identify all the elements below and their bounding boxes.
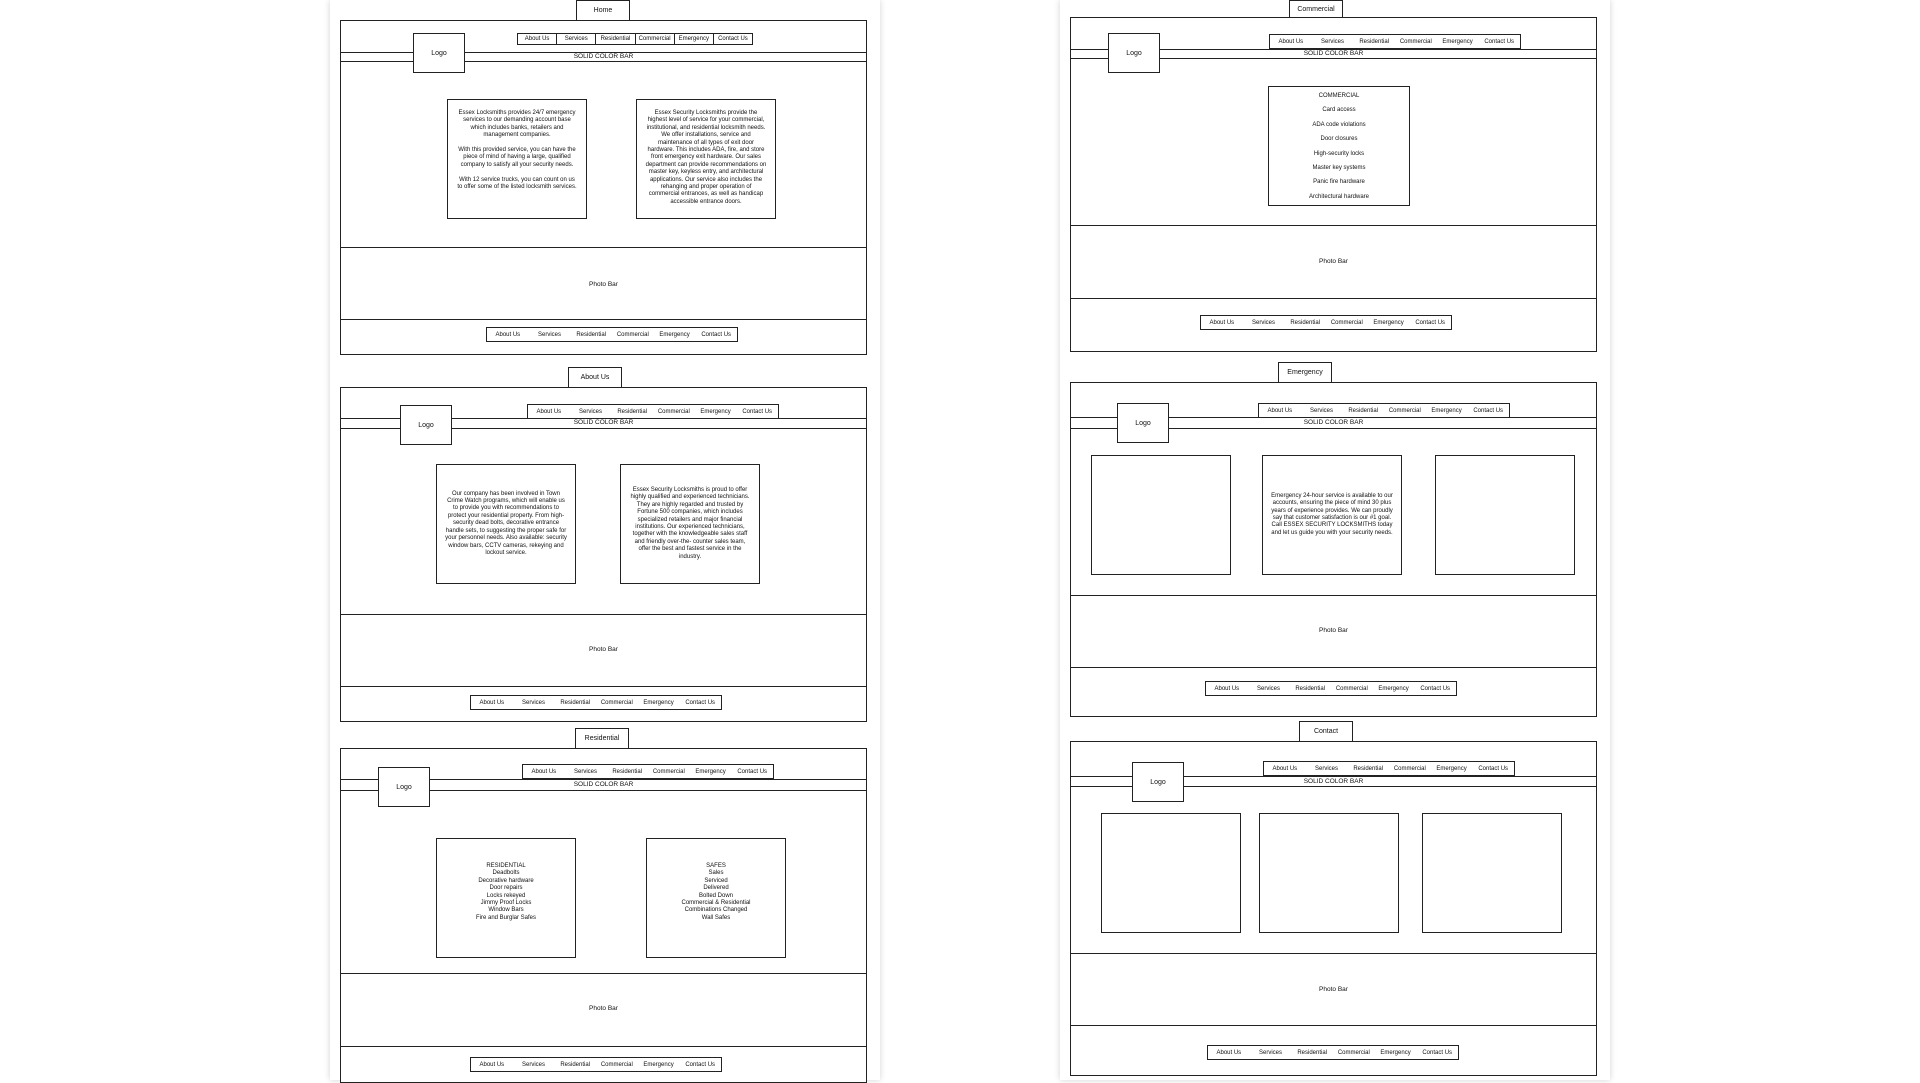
emergency-content-box: Emergency 24-hour service is available to our accounts, ensuring the piece of mind 30 plus years of experience provides. We can proudly say that customer satisfaction is our #1 goal. Call ESSEX SECURITY LOCKSMITHS today and let us guide you with your security needs.: [1262, 455, 1402, 575]
commercial-list-item: Door closures: [1320, 136, 1358, 143]
nav-about-us[interactable]: About Us: [1267, 407, 1293, 414]
section-divider: [1071, 667, 1596, 668]
nav-commercial[interactable]: Commercial: [636, 34, 675, 44]
page-tab-commercial[interactable]: Commercial: [1289, 0, 1343, 17]
footer-nav-residential[interactable]: Residential: [1295, 685, 1326, 692]
commercial-services-list: [1268, 86, 1410, 206]
nav-commercial[interactable]: Commercial: [1399, 38, 1432, 45]
commercial-list-heading: COMMERCIAL: [1318, 93, 1360, 99]
home-page-frame: [340, 20, 867, 355]
logo-placeholder[interactable]: Logo: [1108, 33, 1160, 73]
nav-commercial[interactable]: Commercial: [657, 408, 690, 415]
commercial-list-item: Architectural hardware: [1308, 193, 1370, 200]
footer-nav-commercial[interactable]: Commercial: [600, 1061, 633, 1068]
nav-residential[interactable]: Residential: [596, 34, 635, 44]
section-divider: [341, 319, 866, 320]
footer-nav-commercial[interactable]: Commercial: [1330, 319, 1363, 326]
logo-placeholder[interactable]: Logo: [378, 767, 430, 807]
about-content-box-2: Essex Security Locksmiths is proud to offer highly qualified and experienced technicians. They are highly regarded and trusted by Fortune 500 companies, which includes specialized retailers and major financial institutions. Our experienced technicians, together with the knowledgeable sales staff and friendly over-the- counter sales team, offer the best and fastest service in the industry.: [620, 464, 760, 584]
photo-bar: Photo Bar: [1319, 258, 1348, 265]
nav-contact-us[interactable]: Contact Us: [1484, 38, 1515, 45]
footer-nav-commercial[interactable]: Commercial: [1337, 1049, 1370, 1056]
contact-footer-nav: [1207, 1045, 1459, 1060]
nav-services[interactable]: Services: [1321, 38, 1345, 45]
photo-bar: Photo Bar: [589, 281, 618, 288]
footer-nav-services[interactable]: Services: [522, 1061, 546, 1068]
section-divider: [1071, 298, 1596, 299]
nav-about-us[interactable]: About Us: [536, 408, 562, 415]
logo-placeholder[interactable]: Logo: [1117, 403, 1169, 443]
nav-services[interactable]: Services: [574, 768, 598, 775]
nav-residential[interactable]: Residential: [612, 768, 643, 775]
footer-nav-emergency[interactable]: Emergency: [1380, 1049, 1411, 1056]
nav-emergency[interactable]: Emergency: [695, 768, 726, 775]
section-divider: [341, 973, 866, 974]
home-top-nav: [517, 33, 753, 45]
nav-residential[interactable]: Residential: [617, 408, 648, 415]
footer-nav-contact-us[interactable]: Contact Us: [685, 699, 716, 706]
footer-nav-emergency[interactable]: Emergency: [643, 699, 674, 706]
nav-services[interactable]: Services: [557, 34, 596, 44]
section-divider: [1071, 953, 1596, 954]
nav-commercial[interactable]: Commercial: [652, 768, 685, 775]
nav-emergency[interactable]: Emergency: [700, 408, 731, 415]
photo-bar: Photo Bar: [589, 1005, 618, 1012]
nav-emergency[interactable]: Emergency: [1431, 407, 1462, 414]
residential-services-box: RESIDENTIAL Deadbolts Decorative hardware Door repairs Locks rekeyed Jimmy Proof Locks Window Bars Fire and Burglar Safes: [436, 838, 576, 958]
footer-nav-about-us[interactable]: About Us: [1216, 1049, 1242, 1056]
nav-contact-us[interactable]: Contact Us: [718, 36, 748, 42]
safes-services-box: SAFES Sales Serviced Delivered Bolted Down Commercial & Residential Combinations Changed Wall Safes: [646, 838, 786, 958]
section-divider: [1071, 1025, 1596, 1026]
nav-emergency[interactable]: Emergency: [1436, 765, 1467, 772]
footer-nav-about-us[interactable]: About Us: [1214, 685, 1240, 692]
nav-contact-us[interactable]: Contact Us: [1473, 407, 1504, 414]
about-page-frame: [340, 387, 867, 722]
commercial-list-item: High-security locks: [1313, 150, 1365, 157]
section-divider: [341, 614, 866, 615]
emergency-footer-nav: [1205, 681, 1457, 696]
nav-contact-us[interactable]: Contact Us: [737, 768, 768, 775]
nav-emergency[interactable]: Emergency: [1442, 38, 1473, 45]
footer-nav-residential[interactable]: Residential: [1297, 1049, 1328, 1056]
footer-nav-residential[interactable]: Residential: [560, 1061, 591, 1068]
footer-nav-services[interactable]: Services: [1252, 319, 1276, 326]
solid-color-bar: SOLID COLOR BAR: [573, 781, 634, 788]
logo-placeholder[interactable]: Logo: [400, 405, 452, 445]
solid-color-bar: SOLID COLOR BAR: [1303, 50, 1364, 57]
footer-nav-commercial[interactable]: Commercial: [600, 699, 633, 706]
commercial-list-item: Master key systems: [1312, 165, 1366, 172]
nav-commercial[interactable]: Commercial: [1393, 765, 1426, 772]
commercial-page-frame: [1070, 17, 1597, 352]
footer-nav-residential[interactable]: Residential: [560, 699, 591, 706]
photo-bar: Photo Bar: [1319, 986, 1348, 993]
commercial-list-item: Card access: [1322, 107, 1356, 114]
footer-nav-commercial[interactable]: Commercial: [1335, 685, 1368, 692]
footer-nav-about-us[interactable]: About Us: [1209, 319, 1235, 326]
page-tab-emergency[interactable]: Emergency: [1278, 362, 1332, 382]
nav-about-us[interactable]: About Us: [1278, 38, 1304, 45]
about-content-box-1: Our company has been involved in Town Crime Watch programs, which will enable us to provide you with recommendations to protect your residential property. From high-security dead bolts, decorative entrance handle sets, to suggesting the proper safe for your personnel needs. Also available: security window bars, CCTV cameras, rekeying and lockout service.: [436, 464, 576, 584]
photo-bar: Photo Bar: [589, 646, 618, 653]
footer-nav-contact-us[interactable]: Contact Us: [701, 331, 732, 338]
logo-placeholder[interactable]: Logo: [1132, 762, 1184, 802]
footer-nav-residential[interactable]: Residential: [576, 331, 607, 338]
footer-nav-contact-us[interactable]: Contact Us: [1415, 319, 1446, 326]
about-footer-nav: [470, 695, 722, 710]
footer-nav-contact-us[interactable]: Contact Us: [1420, 685, 1451, 692]
home-content-box-2: Essex Security Locksmiths provide the highest level of service for your commercial, institutional, and residential locksmith needs. We offer installations, service and maintenance of all types of exit door hardware. This includes ADA, fire, and store front emergency exit hardware. Our sales department can provide recommendations on master key, keyless entry, and architectural applications. Our service also includes the rehanging and proper operation of commercial entrances, as well as handicap accessible entrance doors.: [636, 99, 776, 219]
nav-about-us[interactable]: About Us: [518, 34, 557, 44]
page-tab-about-us[interactable]: About Us: [568, 367, 622, 387]
footer-nav-commercial[interactable]: Commercial: [616, 331, 649, 338]
nav-about-us[interactable]: About Us: [531, 768, 557, 775]
footer-nav-emergency[interactable]: Emergency: [1373, 319, 1404, 326]
emergency-image-placeholder-2: [1435, 455, 1575, 575]
footer-nav-services[interactable]: Services: [1259, 1049, 1283, 1056]
page-tab-contact[interactable]: Contact: [1299, 721, 1353, 741]
nav-residential[interactable]: Residential: [1348, 407, 1379, 414]
nav-residential[interactable]: Residential: [1359, 38, 1390, 45]
home-footer-nav: [486, 327, 738, 342]
solid-color-bar: SOLID COLOR BAR: [1303, 419, 1364, 426]
solid-color-bar: SOLID COLOR BAR: [573, 419, 634, 426]
footer-nav-about-us[interactable]: About Us: [495, 331, 521, 338]
nav-contact-us[interactable]: Contact Us: [1478, 765, 1509, 772]
footer-nav-about-us[interactable]: About Us: [479, 1061, 505, 1068]
section-divider: [341, 1046, 866, 1047]
solid-color-bar: SOLID COLOR BAR: [1303, 778, 1364, 785]
home-content-box-1: Essex Locksmiths provides 24/7 emergency services to our demanding account base which includes banks, retailers and management companies. With this provided service, you can have the piece of mind of having a large, qualified company to satisfy all your security needs. With 12 service trucks, you can count on us to offer some of the listed locksmith services.: [447, 99, 587, 219]
footer-nav-residential[interactable]: Residential: [1290, 319, 1321, 326]
footer-nav-contact-us[interactable]: Contact Us: [685, 1061, 716, 1068]
footer-nav-services[interactable]: Services: [1257, 685, 1281, 692]
contact-top-nav: [1263, 761, 1515, 776]
nav-contact-us[interactable]: Contact Us: [742, 408, 773, 415]
footer-nav-contact-us[interactable]: Contact Us: [1422, 1049, 1453, 1056]
section-divider: [1071, 225, 1596, 226]
nav-about-us[interactable]: About Us: [1272, 765, 1298, 772]
commercial-top-nav: [1269, 34, 1521, 49]
footer-nav-emergency[interactable]: Emergency: [1378, 685, 1409, 692]
contact-image-placeholder-3: [1422, 813, 1562, 933]
nav-emergency[interactable]: Emergency: [675, 34, 714, 44]
footer-nav-about-us[interactable]: About Us: [479, 699, 505, 706]
nav-services[interactable]: Services: [579, 408, 603, 415]
page-tab-home[interactable]: Home: [576, 0, 630, 20]
about-top-nav: [527, 404, 779, 419]
logo-placeholder[interactable]: Logo: [413, 33, 465, 73]
nav-commercial[interactable]: Commercial: [1388, 407, 1421, 414]
emergency-page-frame: [1070, 382, 1597, 717]
footer-nav-emergency[interactable]: Emergency: [659, 331, 690, 338]
contact-image-placeholder-2: [1259, 813, 1399, 933]
section-divider: [1071, 595, 1596, 596]
nav-services[interactable]: Services: [1315, 765, 1339, 772]
section-divider: [341, 247, 866, 248]
page-tab-residential[interactable]: Residential: [575, 728, 629, 748]
commercial-footer-nav: [1200, 315, 1452, 330]
section-divider: [341, 686, 866, 687]
footer-nav-services[interactable]: Services: [522, 699, 546, 706]
solid-color-bar: SOLID COLOR BAR: [573, 53, 634, 60]
contact-page-frame: [1070, 741, 1597, 1076]
contact-image-placeholder-1: [1101, 813, 1241, 933]
nav-services[interactable]: Services: [1310, 407, 1334, 414]
nav-residential[interactable]: Residential: [1353, 765, 1384, 772]
commercial-list-item: ADA code violations: [1312, 121, 1366, 128]
residential-footer-nav: [470, 1057, 722, 1072]
commercial-list-item: Panic fire hardware: [1313, 179, 1365, 186]
photo-bar: Photo Bar: [1319, 627, 1348, 634]
footer-nav-emergency[interactable]: Emergency: [643, 1061, 674, 1068]
residential-page-frame: [340, 748, 867, 1083]
emergency-top-nav: [1258, 403, 1510, 418]
emergency-image-placeholder-1: [1091, 455, 1231, 575]
footer-nav-services[interactable]: Services: [538, 331, 562, 338]
residential-top-nav: [522, 764, 774, 779]
